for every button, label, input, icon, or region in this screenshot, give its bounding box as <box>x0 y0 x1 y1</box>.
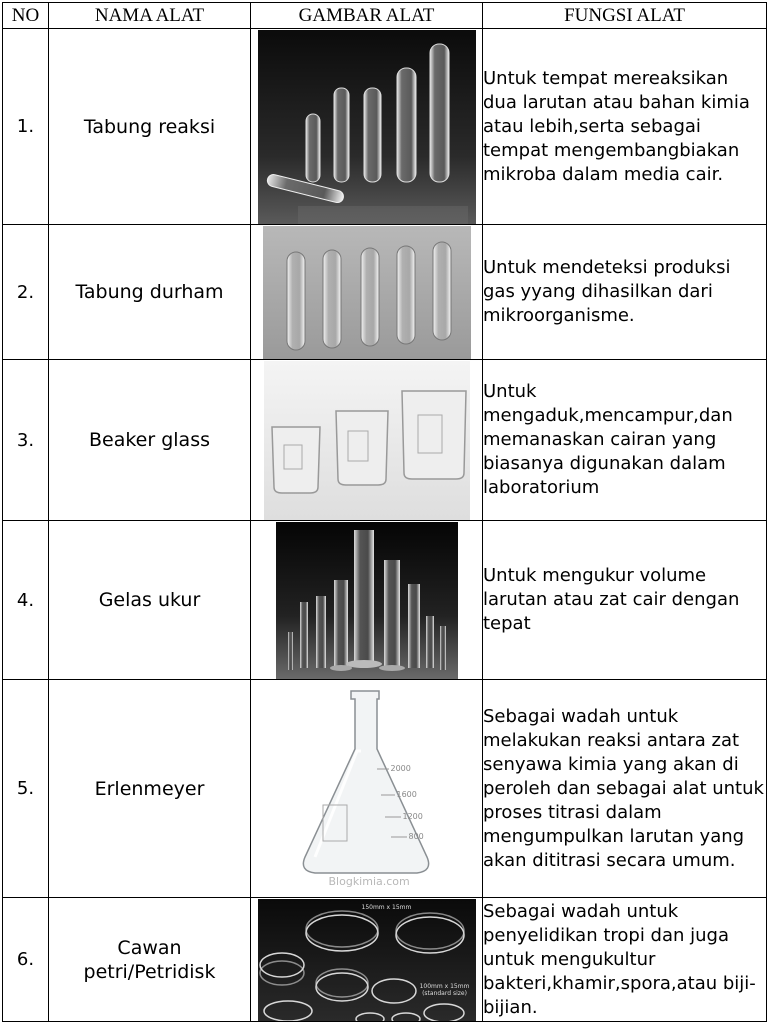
header-row <box>3 3 767 29</box>
header-fungsi: FUNGSI ALAT <box>483 3 767 29</box>
tool-name: Beaker glass <box>49 360 251 521</box>
tool-name: Erlenmeyer <box>49 680 251 898</box>
graduated-cylinders-photo <box>276 522 458 679</box>
tool-name: Cawan petri/Petridisk <box>49 898 251 1022</box>
flask-mark-1600: 1600 <box>396 789 417 799</box>
row-number: 2. <box>3 225 49 360</box>
table-row <box>3 898 767 1022</box>
tool-function: Sebagai wadah untuk melakukan reaksi antara zat senyawa kimia yang akan di peroleh dan sebagai alat untuk proses titrasi dalam mengumpulkan larutan yang akan dititrasi secara umum. <box>483 680 767 898</box>
header-nama: NAMA ALAT <box>49 3 251 29</box>
tool-function: Untuk tempat mereaksikan dua larutan atau bahan kimia atau lebih,serta sebagai tempat mengembangbiakan mikroba dalam media cair. <box>483 29 767 225</box>
row-number: 1. <box>3 29 49 225</box>
table-row <box>3 521 767 680</box>
dish-label-100mm: 100mm x 15mm (standard size) <box>419 982 470 997</box>
row-number: 6. <box>3 898 49 1022</box>
flask-mark-800: 800 <box>408 831 424 841</box>
petri-dishes-photo <box>258 899 476 1021</box>
beakers-photo <box>264 361 470 520</box>
image-watermark: Blogkimia.com <box>328 874 410 888</box>
row-number: 3. <box>3 360 49 521</box>
table-row <box>3 680 767 898</box>
header-no: NO <box>3 3 49 29</box>
table-row <box>3 29 767 225</box>
table-row <box>3 225 767 360</box>
tool-name: Gelas ukur <box>49 521 251 680</box>
tool-name: Tabung durham <box>49 225 251 360</box>
flask-mark-1200: 1200 <box>402 811 423 821</box>
row-number: 5. <box>3 680 49 898</box>
erlenmeyer-flask-photo <box>257 681 477 897</box>
tool-function: Untuk mengaduk,mencampur,dan memanaskan cairan yang biasanya digunakan dalam laboratorium <box>483 360 767 521</box>
dish-label-150mm: 150mm x 15mm <box>361 903 412 911</box>
lab-equipment-table <box>2 2 767 1022</box>
tool-function: Sebagai wadah untuk penyelidikan tropi dan juga untuk mengukultur bakteri,khamir,spora,atau biji-bijian. <box>483 898 767 1022</box>
tool-function: Untuk mendeteksi produksi gas yyang dihasilkan dari mikroorganisme. <box>483 225 767 360</box>
header-gambar: GAMBAR ALAT <box>251 3 483 29</box>
table-row <box>3 360 767 521</box>
test-tubes-photo <box>258 30 476 224</box>
row-number: 4. <box>3 521 49 680</box>
durham-tubes-photo <box>263 226 471 359</box>
flask-mark-2000: 2000 <box>390 763 411 773</box>
tool-function: Untuk mengukur volume larutan atau zat cair dengan tepat <box>483 521 767 680</box>
tool-name: Tabung reaksi <box>49 29 251 225</box>
